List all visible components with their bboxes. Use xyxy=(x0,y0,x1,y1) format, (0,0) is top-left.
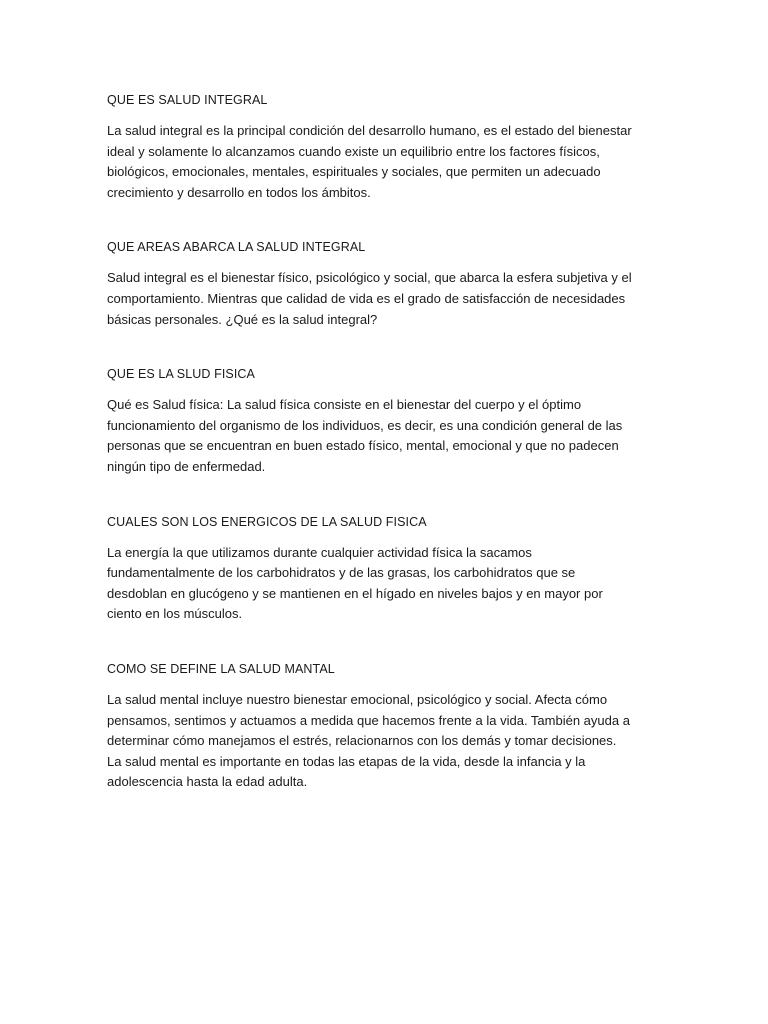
section-paragraph: La energía la que utilizamos durante cualquier actividad física la sacamos fundamentalmente de los carbohidratos y de las grasas, los carbohidratos que se desdoblan en glucógeno y se mantienen en el hígado en niveles bajos y en mayor por ciento en los músculos. xyxy=(107,544,603,622)
section-areas-salud-integral xyxy=(107,237,637,330)
section-salud-integral xyxy=(107,90,637,203)
document-page xyxy=(107,90,637,827)
section-heading: CUALES SON LOS ENERGICOS DE LA SALUD FISICA xyxy=(107,514,427,529)
section-heading: QUE ES LA SLUD FISICA xyxy=(107,367,255,382)
section-energeticos-salud-fisica xyxy=(107,512,637,625)
section-paragraph: Qué es Salud física: La salud física consiste en el bienestar del cuerpo y el óptimo funcionamiento del organismo de los individuos, es decir, es una condición general de las personas que se encuentran en buen estado físico, mental, emocional y que no padecen ningún tipo de enfermedad. xyxy=(107,397,623,474)
section-paragraph: Salud integral es el bienestar físico, psicológico y social, que abarca la esfera subjetiva y el comportamiento. Mientras que calidad de vida es el grado de satisfacción de necesidades básicas personales. ¿Qué es la salud integral? xyxy=(107,270,632,327)
section-salud-fisica xyxy=(107,364,637,477)
section-heading: QUE AREAS ABARCA LA SALUD INTEGRAL xyxy=(107,240,366,255)
section-paragraph: La salud integral es la principal condición del desarrollo humano, es el estado del bienestar ideal y solamente lo alcanzamos cuando existe un equilibrio entre los factores físicos, biológicos, emocionales, mentales, espirituales y sociales, que permiten un adecuado crecimiento y desarrollo en todos los ámbitos. xyxy=(107,123,632,200)
section-heading: COMO SE DEFINE LA SALUD MANTAL xyxy=(107,661,335,676)
section-heading: QUE ES SALUD INTEGRAL xyxy=(107,93,268,107)
section-salud-mental xyxy=(107,659,637,793)
section-paragraph: La salud mental incluye nuestro bienestar emocional, psicológico y social. Afecta cómo pensamos, sentimos y actuamos a medida que hacemos frente a la vida. También ayuda a determinar cómo manejamos el estrés, relacionarnos con los demás y tomar decisiones. La salud mental es importante en todas las etapas de la vida, desde la infancia y la adolescencia hasta la edad adulta. xyxy=(107,691,630,790)
